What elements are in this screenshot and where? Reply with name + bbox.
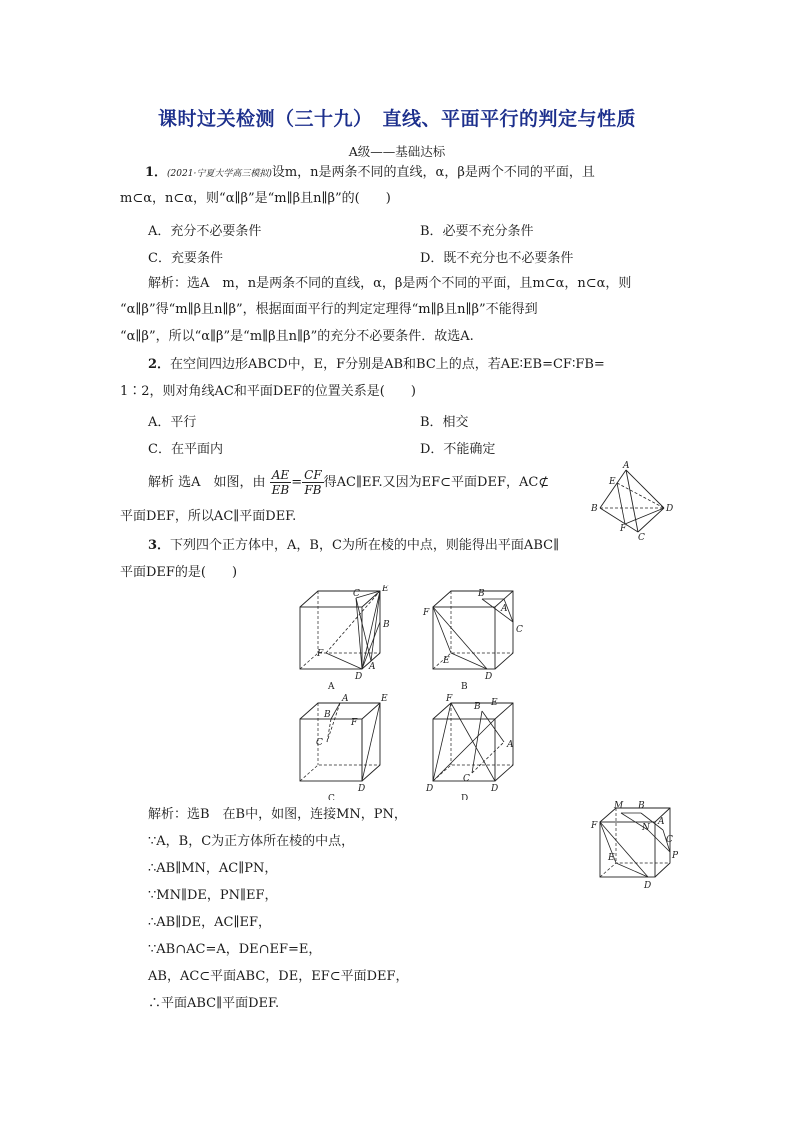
cube-a-label-c: C — [353, 589, 360, 599]
q3-solution-line5: ∴AB∥DE，AC∥EF， — [148, 915, 271, 930]
cube-b-label-d: D — [485, 672, 493, 682]
sol-label-n: N — [642, 823, 650, 833]
cube-d-label-c: C — [463, 774, 470, 784]
q3-solution-line8: ∴平面ABC∥平面DEF. — [148, 996, 280, 1011]
q2-label-b: B — [591, 504, 598, 514]
q2-solution-line2: 平面DEF，所以AC∥平面DEF. — [120, 509, 297, 524]
q2-number: 2． — [148, 357, 171, 372]
q2-stem-line1 — [148, 356, 605, 374]
cube-c — [300, 694, 388, 800]
caption-c: C — [328, 794, 335, 800]
sol-label-f: F — [591, 821, 598, 831]
q2-label-f: F — [620, 524, 627, 534]
q2-label-a: A — [623, 461, 630, 471]
sol-label-b: B — [638, 801, 645, 811]
cube-b-label-c: C — [516, 625, 523, 635]
cube-a-label-a: A — [369, 662, 376, 672]
cube-a-label-f: F — [317, 649, 324, 659]
sol-label-a: A — [658, 817, 665, 827]
q3-solution-line2: ∵A，B，C为正方体所在棱的中点， — [148, 834, 355, 849]
q3-solution-cube-figure — [588, 800, 678, 892]
q1-stem-line1 — [145, 164, 595, 183]
q2-option-d: D．不能确定 — [420, 442, 496, 457]
caption-d: D — [461, 794, 469, 800]
cube-c-label-c: C — [316, 738, 323, 748]
cube-d — [425, 694, 514, 800]
sol-label-m: M — [614, 801, 624, 811]
q1-option-b: B．必要不充分条件 — [420, 224, 534, 239]
q2-option-c: C．在平面内 — [148, 442, 223, 457]
cube-b — [422, 589, 523, 692]
q1-solution-line1: 解析：选A m，n是两条不同的直线，α，β是两个不同的平面，且m⊂α，n⊂α，则 — [148, 276, 632, 291]
q3-stem-line2: 平面DEF的是( ) — [120, 565, 238, 580]
q1-stem-text1: 设m，n是两条不同的直线，α，β是两个不同的平面，且 — [271, 165, 595, 180]
cube-b-label-b: B — [478, 589, 485, 599]
cube-b-label-a: A — [501, 604, 508, 614]
caption-a: A — [328, 682, 335, 692]
q3-solution-line1: 解析：选B 在B中，如图，连接MN，PN， — [148, 807, 407, 822]
cube-a — [300, 585, 390, 692]
q1-option-a: A．充分不必要条件 — [148, 224, 262, 239]
q1-stem-line2: m⊂α，n⊂α，则“α∥β”是“m∥β且n∥β”的( ) — [120, 191, 391, 206]
q1-option-c: C．充要条件 — [148, 251, 223, 266]
cube-d-label-e: E — [491, 698, 498, 708]
q3-stem-line1 — [148, 537, 559, 555]
cube-c-label-b: B — [324, 710, 331, 720]
cube-a-label-e: E — [382, 585, 389, 594]
cube-c-label-e: E — [381, 694, 388, 704]
q1-solution-line2: “α∥β”得“m∥β且n∥β”，根据面面平行的判定定理得“m∥β且n∥β”不能得到 — [120, 302, 538, 317]
sol-label-p: P — [672, 851, 678, 861]
q1-option-d: D．既不充分也不必要条件 — [420, 251, 574, 266]
cube-b-label-e: E — [443, 656, 450, 666]
cube-a-label-b: B — [383, 620, 390, 630]
q3-solution-line7: AB，AC⊂平面ABC，DE，EF⊂平面DEF， — [148, 969, 409, 984]
q2-option-a: A．平行 — [148, 415, 197, 430]
q3-cube-figures — [290, 585, 540, 800]
q3-number: 3． — [148, 538, 171, 553]
caption-b: B — [461, 682, 468, 692]
q1-source: (2021·宁夏大学高三模拟) — [167, 169, 272, 179]
q3-stem-text1: 下列四个正方体中，A，B，C为所在棱的中点，则能得出平面ABC∥ — [170, 538, 560, 553]
q2-solution-mid: 得AC∥EF.又因为EF⊂平面DEF，AC⊄ — [323, 475, 550, 490]
q2-stem-line2: 1∶2，则对角线AC和平面DEF的位置关系是( ) — [120, 384, 416, 399]
cube-d-label-d2: D — [491, 784, 499, 794]
q2-label-e: E — [609, 477, 616, 487]
level-heading: A级——基础达标 — [348, 144, 446, 159]
sol-label-e: E — [608, 853, 615, 863]
cube-c-label-d: D — [358, 784, 366, 794]
q2-label-c: C — [638, 533, 645, 542]
cube-d-label-f: F — [446, 694, 453, 704]
cube-d-label-b: B — [474, 702, 481, 712]
q2-solution-line1 — [148, 466, 549, 500]
cube-a-label-d: D — [355, 672, 363, 682]
q2-fraction-cf-fb: $\frac{CF}{FB}$ — [304, 468, 322, 497]
cube-c-label-f: F — [351, 718, 358, 728]
q2-equals: = — [291, 475, 303, 490]
q2-option-b: B．相交 — [420, 415, 469, 430]
q1-number: 1． — [145, 165, 168, 180]
q2-label-d: D — [666, 504, 674, 514]
q3-solution-line3: ∴AB∥MN，AC∥PN， — [148, 861, 278, 876]
cube-c-label-a: A — [342, 694, 349, 704]
q1-solution-line3: “α∥β”，所以“α∥β”是“m∥β且n∥β”的充分不必要条件．故选A. — [120, 329, 474, 344]
q3-solution-line4: ∵MN∥DE，PN∥EF， — [148, 888, 278, 903]
cube-d-label-a: A — [507, 740, 514, 750]
q2-stem-text1: 在空间四边形ABCD中，E，F分别是AB和BC上的点，若AE∶EB=CF∶FB= — [170, 357, 605, 372]
q2-tetrahedron-figure — [588, 460, 678, 542]
q2-solution-prefix: 解析 选A 如图，由 — [148, 475, 266, 490]
cube-d-label-d1: D — [426, 784, 434, 794]
q2-fraction-ae-eb: $\frac{AE}{EB}$ — [271, 468, 290, 497]
sol-label-d: D — [644, 881, 652, 891]
q3-solution-line6: ∵AB∩AC=A，DE∩EF=E， — [148, 942, 322, 957]
sol-label-c: C — [666, 835, 673, 845]
page-title: 课时过关检测（三十九） 直线、平面平行的判定与性质 — [157, 108, 636, 130]
cube-b-label-f: F — [423, 608, 430, 618]
